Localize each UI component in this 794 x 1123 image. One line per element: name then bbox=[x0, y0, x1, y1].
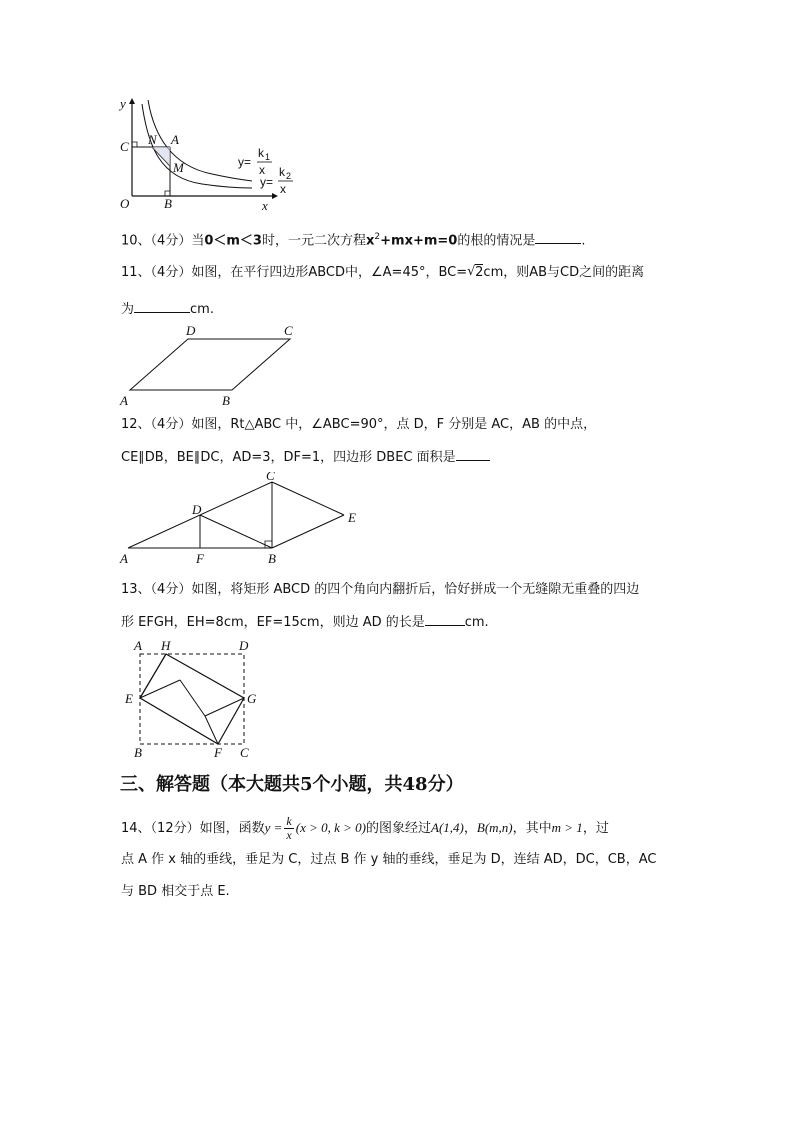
q11-answer-blank[interactable] bbox=[134, 300, 190, 313]
question-14-line1 bbox=[121, 814, 609, 842]
q11-sqrt-value: 2 bbox=[475, 265, 484, 280]
question-12-line1 bbox=[121, 416, 596, 434]
label-f: F bbox=[214, 745, 222, 760]
label-c: C bbox=[120, 139, 129, 154]
curve2-lhs: y= bbox=[260, 175, 274, 189]
q14-cond-pre: ，其中 bbox=[512, 821, 552, 836]
q10-text-pre: 当 bbox=[191, 233, 205, 249]
q14-number: 14、 bbox=[121, 821, 151, 836]
curve-k2 bbox=[142, 104, 252, 188]
question-14-line2 bbox=[121, 851, 656, 869]
question-14-line3 bbox=[121, 883, 230, 901]
q13-line1: 如图，将矩形 ABCD 的四个角向内翻折后，恰好拼成一个无缝隙无重叠的四边 bbox=[191, 582, 640, 597]
q14-fraction bbox=[284, 815, 293, 842]
q12-score: （4分） bbox=[150, 417, 192, 432]
q10-equation-b: +mx+m=0 bbox=[380, 233, 458, 249]
question-11-line2 bbox=[121, 300, 214, 319]
q11-line2-pre: 为 bbox=[121, 302, 135, 317]
label-x: x bbox=[262, 198, 268, 212]
q12-answer-blank[interactable] bbox=[456, 448, 490, 461]
triangle-figure bbox=[116, 472, 366, 568]
label-h: H bbox=[161, 638, 171, 653]
question-13-line2 bbox=[121, 613, 489, 632]
q14-line1-post: ，过 bbox=[582, 821, 609, 836]
q10-text-mid: 时，一元二次方程 bbox=[261, 233, 366, 249]
q14-line1-pre: 如图，函数 bbox=[199, 821, 265, 836]
q11-line2-post: cm. bbox=[190, 302, 214, 317]
q10-equation-exp: 2 bbox=[374, 232, 381, 242]
question-13-line1 bbox=[121, 581, 639, 599]
q14-sep: ， bbox=[463, 821, 477, 836]
q11-number: 11、 bbox=[121, 265, 151, 280]
q10-answer-blank[interactable] bbox=[535, 231, 581, 244]
curve1-sub: 1 bbox=[265, 152, 271, 162]
label-c: C bbox=[240, 745, 249, 760]
label-a: A bbox=[120, 393, 128, 408]
q13-line2-pre: 形 EFGH，EH=8cm，EF=15cm，则边 AD 的长是 bbox=[121, 615, 425, 630]
label-b: B bbox=[222, 393, 230, 408]
q14-point-b: B(m,n) bbox=[476, 820, 513, 835]
q14-cond: m > 1 bbox=[551, 820, 583, 835]
label-g: G bbox=[247, 691, 257, 706]
question-10 bbox=[121, 228, 585, 250]
label-c: C bbox=[266, 472, 275, 483]
q14-score: （12分） bbox=[150, 821, 200, 836]
q13-answer-blank[interactable] bbox=[425, 613, 465, 626]
label-d: D bbox=[186, 323, 196, 338]
q14-func-lhs: y = bbox=[264, 820, 283, 835]
curve1-den: x bbox=[259, 163, 265, 177]
rectangle-fold-figure bbox=[120, 636, 270, 762]
label-n: N bbox=[148, 132, 157, 147]
section-title: 三、解答题（本大题共5个小题，共48分） bbox=[120, 774, 464, 795]
label-c: C bbox=[284, 323, 293, 338]
q14-line3: 与 BD 相交于点 E. bbox=[121, 884, 230, 899]
q13-number: 13、 bbox=[121, 582, 151, 597]
q10-score: （4分） bbox=[150, 233, 192, 249]
label-d: D bbox=[239, 638, 249, 653]
q12-line2: CE∥DB，BE∥DC，AD=3，DF=1，四边形 DBEC 面积是 bbox=[121, 450, 456, 465]
q10-equation-a: x bbox=[366, 233, 375, 249]
q14-func-den: x bbox=[286, 828, 292, 842]
curve1-lhs: y= bbox=[238, 155, 252, 169]
label-b: B bbox=[134, 745, 142, 760]
curve2-den: x bbox=[280, 182, 286, 196]
q12-number: 12、 bbox=[121, 417, 151, 432]
q11-score: （4分） bbox=[150, 265, 192, 280]
q14-point-a: A(1,4) bbox=[431, 820, 464, 835]
curve1-num: k bbox=[258, 146, 264, 160]
label-o: O bbox=[120, 196, 130, 211]
q12-line1: 如图，Rt△ABC 中，∠ABC=90°，点 D，F 分别是 AC，AB 的中点， bbox=[191, 417, 597, 432]
label-m: M bbox=[173, 160, 184, 175]
hyperbola-figure bbox=[112, 96, 312, 212]
label-a: A bbox=[134, 638, 142, 653]
q14-line2: 点 A 作 x 轴的垂线，垂足为 C，过点 B 作 y 轴的垂线，垂足为 D，连结 AD，DC，CB，AC bbox=[121, 852, 657, 867]
q11-sqrt: √ 2 bbox=[467, 264, 484, 280]
q10-condition: 0＜m＜3 bbox=[204, 233, 262, 249]
q14-line1-mid: 的图象经过 bbox=[365, 821, 431, 836]
curve-k1 bbox=[148, 100, 252, 181]
q11-line1-post: cm，则AB与CD之间的距离 bbox=[483, 265, 645, 280]
question-12-line2 bbox=[121, 448, 490, 467]
label-f: F bbox=[196, 551, 204, 566]
label-e: E bbox=[348, 510, 356, 525]
q11-line1-pre: 如图，在平行四边形ABCD中，∠A=45°，BC= bbox=[191, 265, 468, 280]
q14-func-cond: (x > 0, k > 0) bbox=[295, 820, 366, 835]
label-b: B bbox=[164, 196, 172, 211]
question-11-line1 bbox=[121, 264, 644, 282]
label-e: E bbox=[125, 691, 133, 706]
q10-text-post: 的根的情况是 bbox=[457, 233, 536, 249]
q13-score: （4分） bbox=[150, 582, 192, 597]
q14-func-num: k bbox=[286, 814, 292, 828]
label-a: A bbox=[120, 551, 128, 566]
curve2-num: k bbox=[279, 165, 285, 179]
curve2-sub: 2 bbox=[286, 171, 292, 181]
label-d: D bbox=[192, 502, 202, 517]
label-b: B bbox=[268, 551, 276, 566]
label-a: A bbox=[171, 132, 179, 147]
label-y: y bbox=[120, 96, 126, 111]
q10-number: 10、 bbox=[121, 233, 151, 249]
q10-end: . bbox=[581, 233, 586, 249]
parallelogram-figure bbox=[116, 322, 306, 408]
q13-line2-post: cm. bbox=[464, 615, 489, 630]
